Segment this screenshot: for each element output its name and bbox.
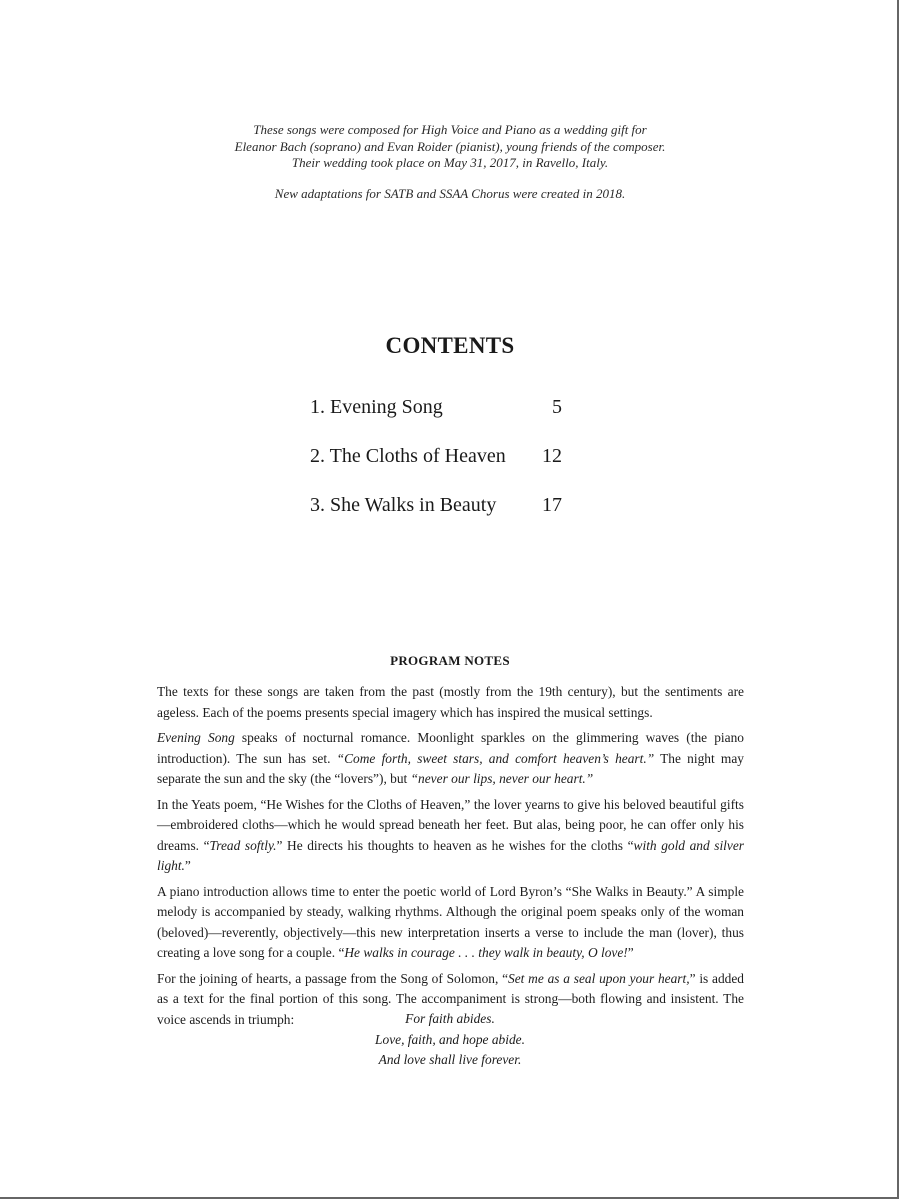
notes-text: speaks of nocturnal romance. Moonlight sparkles on the glimmering waves (the piano introduction). The sun has set.: [157, 730, 744, 766]
quote-italic: Tread softly.: [209, 837, 277, 853]
notes-paragraph: [157, 795, 744, 877]
program-notes-body: [157, 682, 744, 1035]
dedication: [150, 122, 750, 202]
verse-line: For faith abides.: [405, 1011, 495, 1026]
notes-text: For the joining of hearts, a passage from the Song of Solomon, “: [157, 970, 509, 986]
notes-text: ”: [184, 858, 191, 873]
quote-italic: “never our lips, never our heart.”: [410, 771, 594, 786]
table-of-contents: [310, 396, 570, 543]
quote-italic: with gold and silver light.: [157, 837, 744, 873]
notes-text: In the Yeats poem, “He Wishes for the Cloths of Heaven,” the lover yearns to give his beloved beautiful gifts—embroidered cloths—which he would spread beneath her feet. But alas, being poor, he can offer only his dreams. “: [157, 796, 744, 853]
toc-entry-title: 3. She Walks in Beauty: [310, 494, 497, 516]
notes-text: The night may separate the sun and the sky (the “lovers”), but: [157, 750, 744, 786]
toc-entry: [310, 445, 570, 494]
toc-entry-page: 17: [542, 494, 562, 516]
toc-entry: [310, 494, 570, 543]
notes-paragraph: [157, 882, 744, 964]
dedication-line: Their wedding took place on May 31, 2017, in Ravello, Italy.: [291, 155, 609, 170]
dedication-note: New adaptations for SATB and SSAA Chorus were created in 2018.: [274, 185, 626, 201]
closing-verse: [0, 1009, 900, 1071]
quote-italic: “Come forth, sweet stars, and comfort heaven’s heart.”: [336, 750, 655, 766]
program-notes-heading: PROGRAM NOTES: [390, 653, 510, 668]
toc-entry-page: 5: [552, 396, 562, 418]
verse-line: And love shall live forever.: [378, 1052, 522, 1067]
notes-paragraph: The texts for these songs are taken from the past (mostly from the 19th century), but the sentiments are ageless. Each of the poems presents special imagery which has inspired the musical settings.: [157, 684, 744, 720]
toc-entry-title: 1. Evening Song: [310, 396, 443, 418]
song-title-italic: Evening Song: [157, 730, 235, 745]
quote-italic: He walks in courage . . . they walk in beauty, O love!: [344, 945, 628, 960]
dedication-line: These songs were composed for High Voice and Piano as a wedding gift for: [253, 122, 647, 137]
contents-heading: CONTENTS: [385, 333, 515, 358]
notes-text: ” is added as a text for the final portion of this song. The accompaniment is strong—both flowing and insistent. The voice ascends in triumph:: [157, 970, 744, 1027]
toc-entry-title: 2. The Cloths of Heaven: [310, 445, 506, 467]
dedication-line: Eleanor Bach (soprano) and Evan Roider (pianist), young friends of the composer.: [234, 138, 666, 154]
toc-entry-page: 12: [542, 445, 562, 467]
notes-text: A piano introduction allows time to enter the poetic world of Lord Byron’s “She Walks in Beauty.” A simple melody is accompanied by steady, walking rhythms. Although the original poem speaks only of the woman (beloved)—reverently, objectively—this new interpretation inserts a verse to include the man (lover), thus creating a love song for a couple. “: [157, 883, 744, 960]
verse-line: Love, faith, and hope abide.: [375, 1031, 525, 1047]
notes-paragraph: [157, 728, 744, 790]
quote-italic: Set me as a seal upon your heart,: [508, 970, 690, 986]
toc-entry: [310, 396, 570, 445]
notes-text: ”: [627, 945, 634, 960]
notes-text: ” He directs his thoughts to heaven as he wishes for the cloths “: [276, 837, 634, 853]
